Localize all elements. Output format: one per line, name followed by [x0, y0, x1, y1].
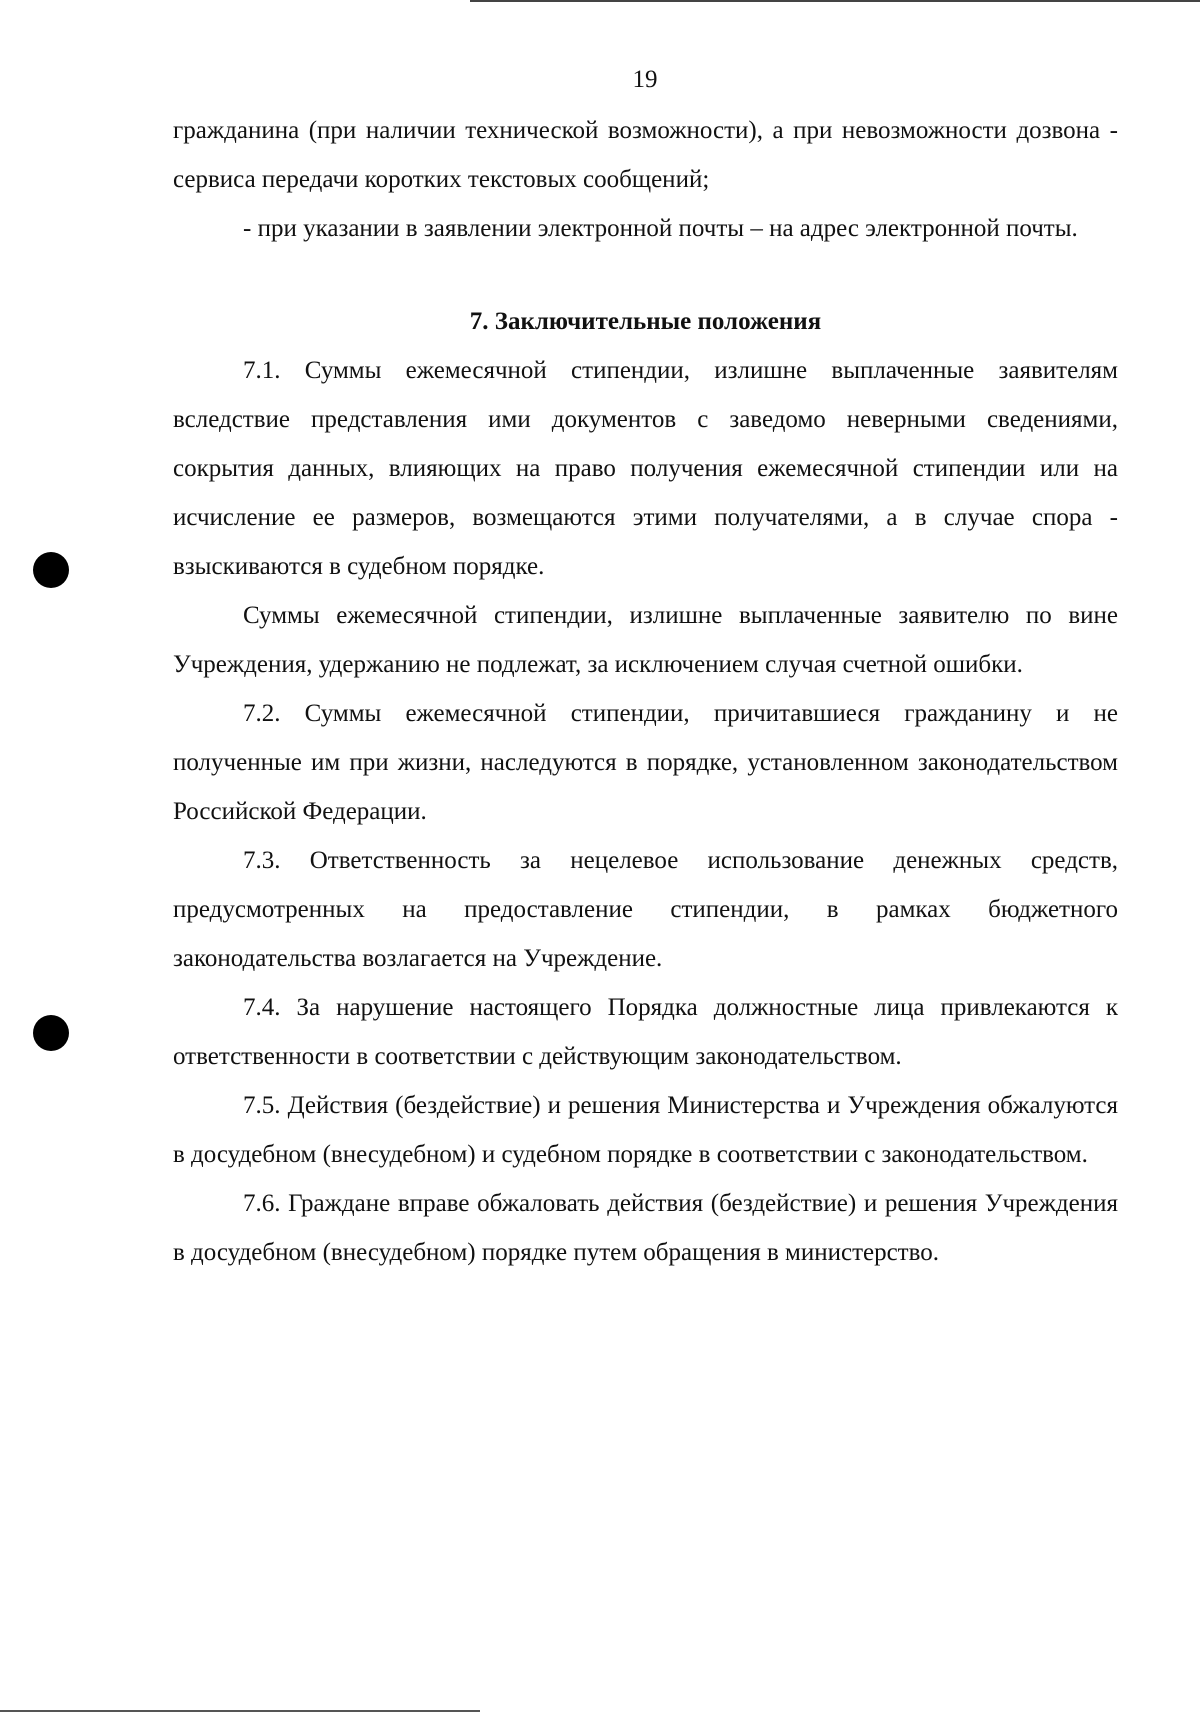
page-number: 19	[632, 66, 658, 93]
punch-hole-icon	[33, 552, 69, 588]
scan-edge-bottom	[0, 1710, 480, 1712]
paragraph-7-6: 7.6. Граждане вправе обжаловать действия (бездействие) и решения Учреждения в досудебном (внесудебном) порядке путем обращения в министерство.	[173, 1190, 1118, 1266]
scan-edge-top	[470, 0, 1200, 2]
document-body	[173, 106, 1118, 1277]
paragraph-7-1: 7.1. Суммы ежемесячной стипендии, излишне выплаченные заявителям вследствие представления ими документов с заведомо неверными сведениями, сокрытия данных, влияющих на право получения ежемесячной стипендии или на исчисление ее размеров, возмещаются этими получателями, а в случае спора - взыскиваются в судебном порядке.	[173, 357, 1118, 580]
paragraph-7-4: 7.4. За нарушение настоящего Порядка должностные лица привлекаются к ответственности в соответствии с действующим законодательством.	[173, 994, 1118, 1070]
paragraph-7-1-b: Суммы ежемесячной стипендии, излишне выплаченные заявителю по вине Учреждения, удержанию не подлежат, за исключением случая счетной ошибки.	[173, 602, 1118, 678]
paragraph-7-3: 7.3. Ответственность за нецелевое использование денежных средств, предусмотренных на предоставление стипендии, в рамках бюджетного законодательства возлагается на Учреждение.	[173, 847, 1118, 972]
paragraph-7-5: 7.5. Действия (бездействие) и решения Министерства и Учреждения обжалуются в досудебном (внесудебном) и судебном порядке в соответствии с законодательством.	[173, 1092, 1118, 1168]
paragraph-continuation: гражданина (при наличии технической возможности), а при невозможности дозвона - сервиса передачи коротких текстовых сообщений;	[173, 117, 1118, 193]
punch-hole-icon	[33, 1015, 69, 1051]
section-title: 7. Заключительные положения	[469, 308, 822, 335]
paragraph-email: - при указании в заявлении электронной почты – на адрес электронной почты.	[243, 215, 1078, 242]
paragraph-7-2: 7.2. Суммы ежемесячной стипендии, причитавшиеся гражданину и не полученные им при жизни, наследуются в порядке, установленном законодательством Российской Федерации.	[173, 700, 1118, 825]
